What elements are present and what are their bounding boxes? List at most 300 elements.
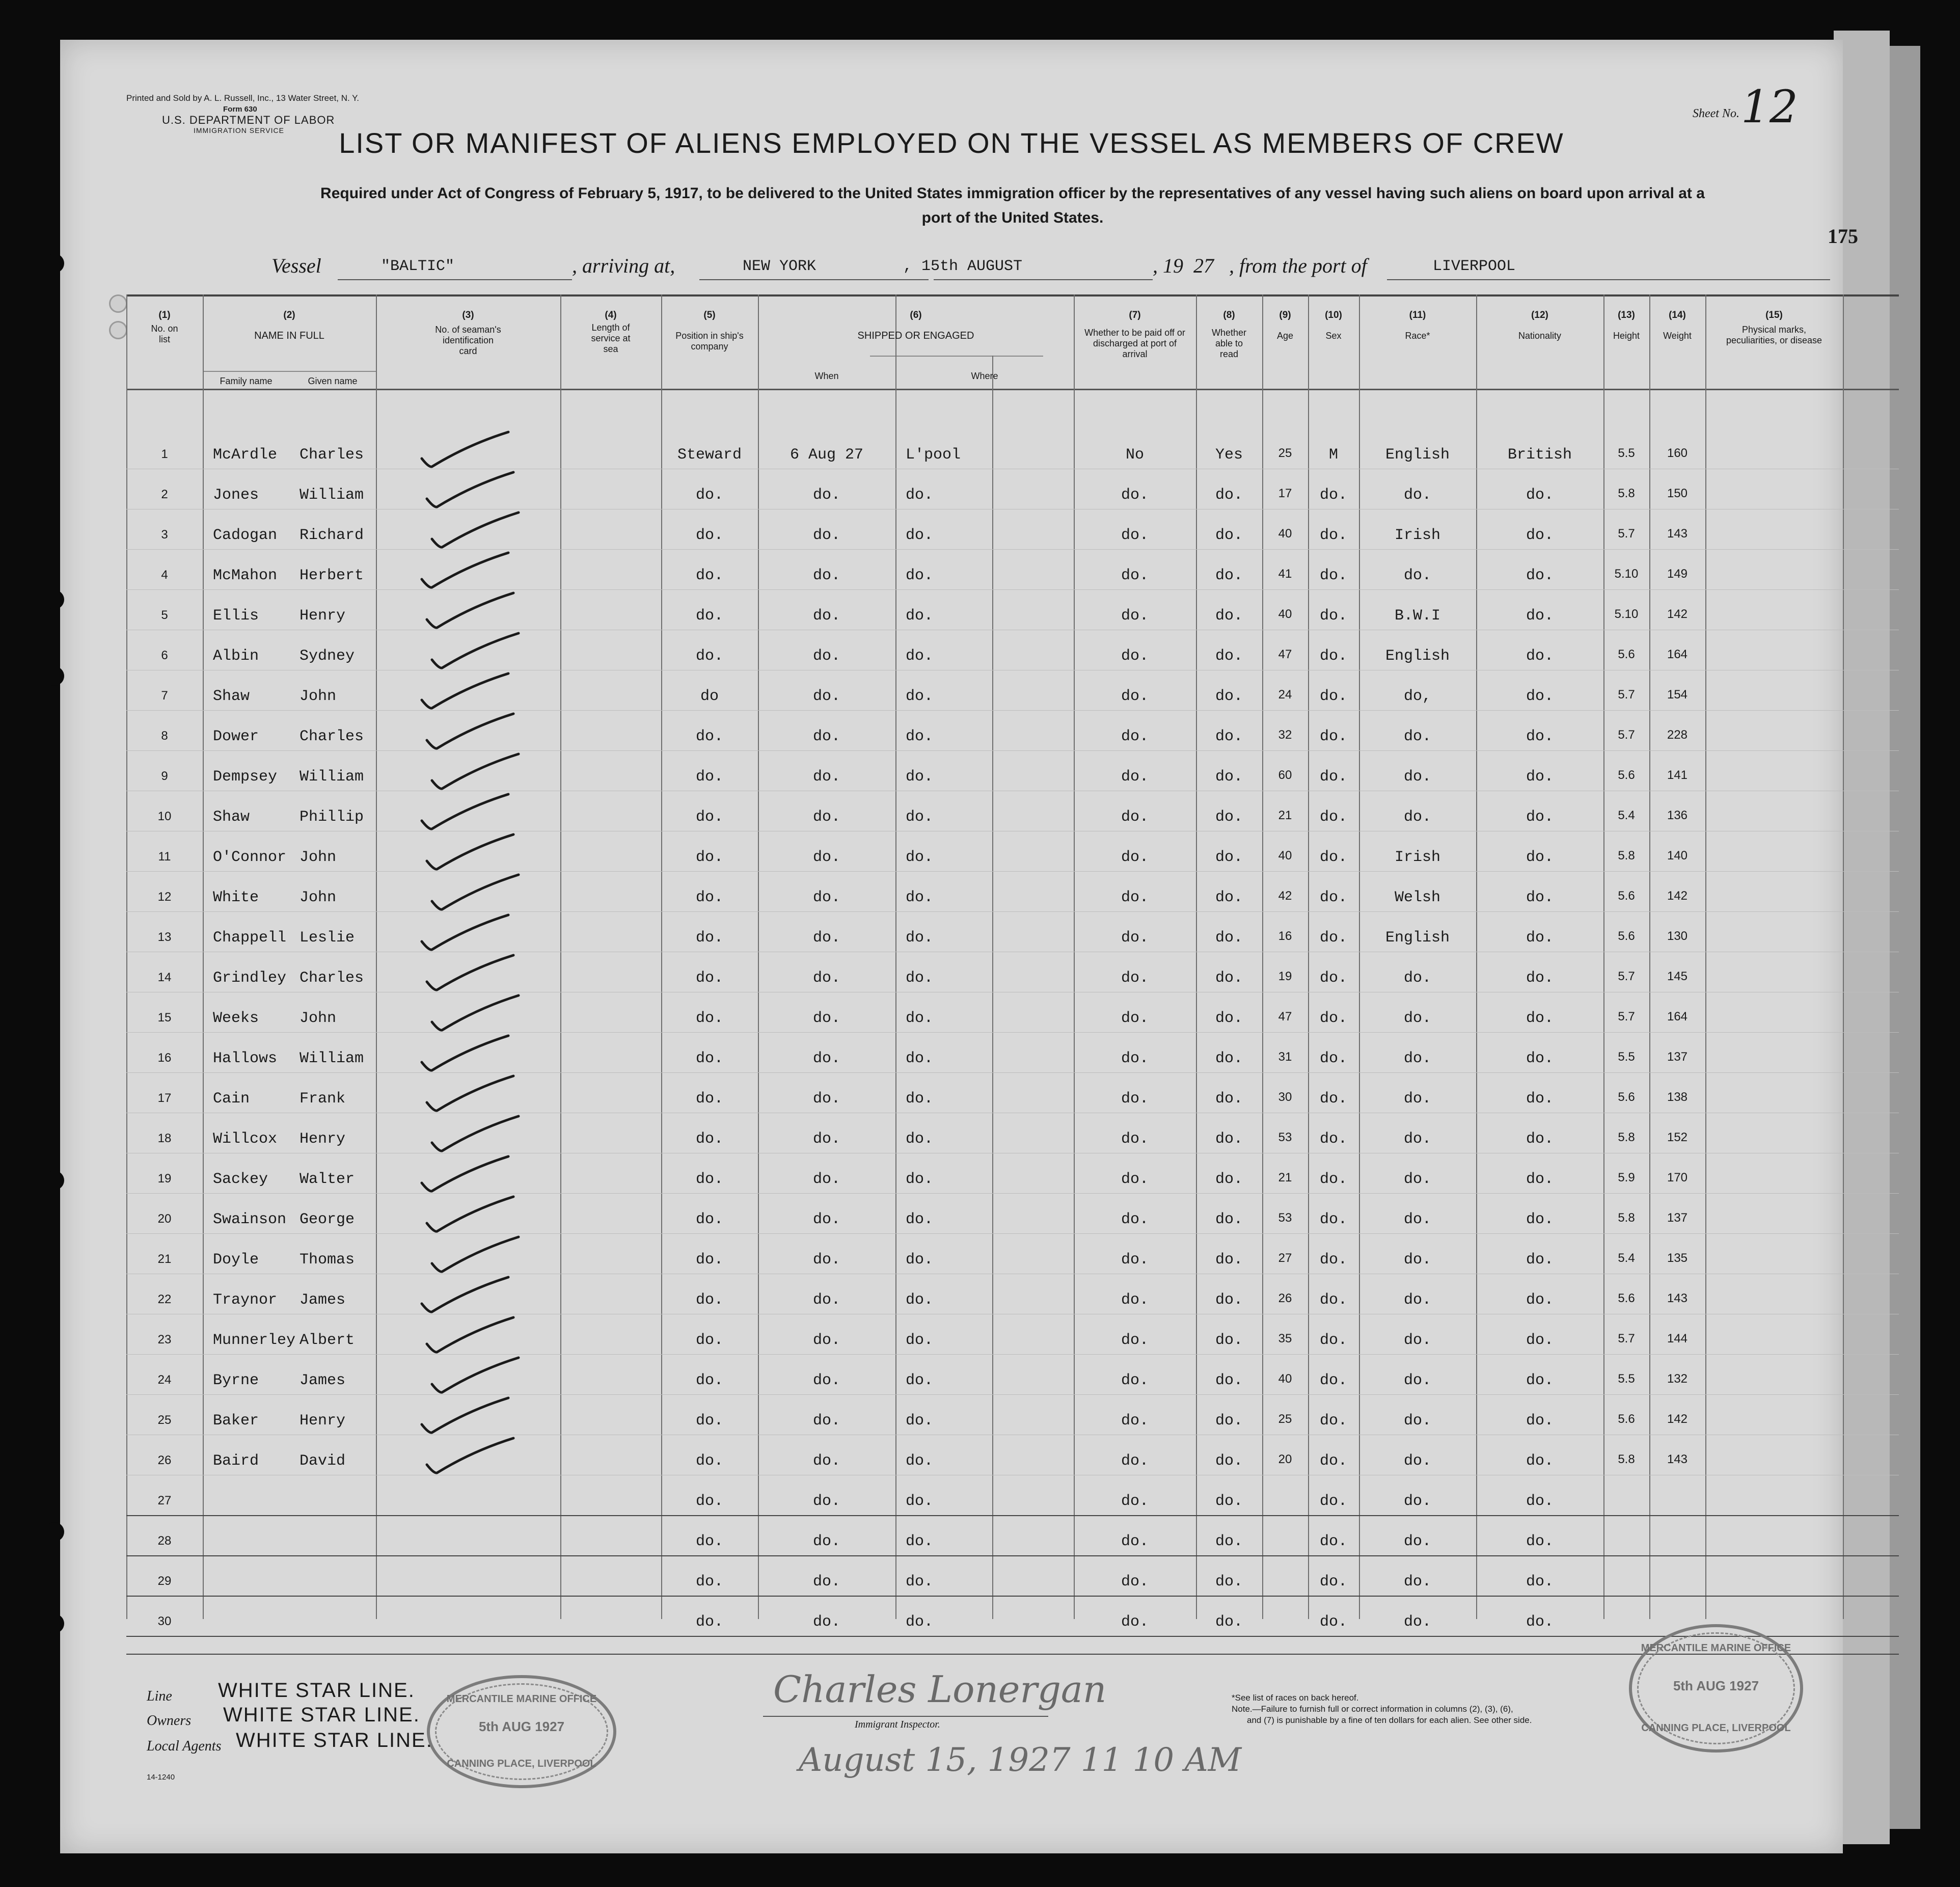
cell-sex: do. xyxy=(1319,1171,1347,1188)
cell-where: do. xyxy=(906,1291,934,1309)
cell-given: Charles xyxy=(300,969,364,987)
cell-where: do. xyxy=(906,1493,934,1510)
header-family-name: Family name xyxy=(220,376,273,386)
cell-given: Albert xyxy=(300,1332,355,1349)
service-label: IMMIGRATION SERVICE xyxy=(194,126,284,134)
cell-given: James xyxy=(300,1372,346,1389)
cell-paid: do. xyxy=(1121,728,1149,745)
cell-w: 160 xyxy=(1667,446,1688,460)
cell-age: 21 xyxy=(1278,1171,1292,1184)
cell-where: L'pool xyxy=(906,446,961,464)
cell-w: 143 xyxy=(1667,1291,1688,1305)
stamp-text: CANNING PLACE, LIVERPOOL xyxy=(1641,1722,1791,1734)
row-number: 27 xyxy=(157,1494,172,1507)
check-mark xyxy=(427,1197,513,1231)
cell-when: do. xyxy=(812,1533,840,1550)
cell-h: 5.4 xyxy=(1618,808,1635,822)
cell-family: O'Connor xyxy=(213,849,287,866)
cell-where: do. xyxy=(906,1412,934,1430)
cell-pos: do. xyxy=(695,607,723,625)
owners-value: WHITE STAR LINE. xyxy=(223,1704,420,1726)
cell-paid: do. xyxy=(1121,768,1149,786)
row-number: 6 xyxy=(161,649,168,662)
cell-given: John xyxy=(300,889,337,906)
cell-paid: do. xyxy=(1121,808,1149,826)
cell-sex: do. xyxy=(1319,929,1347,947)
check-mark xyxy=(427,593,513,628)
header-where: Where xyxy=(971,371,998,381)
cell-paid: do. xyxy=(1121,1372,1149,1389)
underline xyxy=(338,279,572,280)
cell-pos: do xyxy=(700,688,719,705)
column-label: Age xyxy=(1276,331,1294,341)
row-number: 3 xyxy=(161,528,168,542)
cell-age: 42 xyxy=(1278,889,1292,903)
cell-sex: do. xyxy=(1319,1533,1347,1550)
cell-h: 5.6 xyxy=(1618,889,1635,903)
cell-read: do. xyxy=(1215,1533,1243,1550)
cell-paid: do. xyxy=(1121,969,1149,987)
binder-hole xyxy=(109,321,127,339)
check-mark xyxy=(432,1116,519,1151)
arrival-port: NEW YORK xyxy=(743,258,816,275)
row-number: 18 xyxy=(157,1131,172,1145)
cell-where: do. xyxy=(906,1573,934,1591)
cell-h: 5.6 xyxy=(1618,1090,1635,1104)
cell-race: English xyxy=(1385,929,1450,947)
cell-where: do. xyxy=(906,728,934,745)
cell-race: do. xyxy=(1403,1130,1431,1148)
cell-when: do. xyxy=(812,648,840,665)
cell-pos: do. xyxy=(695,768,723,786)
cell-family: Dempsey xyxy=(213,768,278,786)
cell-age: 40 xyxy=(1278,849,1292,862)
cell-w: 142 xyxy=(1667,1412,1688,1426)
stamp-date: 5th AUG 1927 xyxy=(1673,1678,1759,1693)
cell-read: do. xyxy=(1215,1452,1243,1470)
sheet-number: 12 xyxy=(1741,80,1798,133)
cell-race: do. xyxy=(1403,1493,1431,1510)
cell-race: do, xyxy=(1403,688,1431,705)
cell-h: 5.7 xyxy=(1618,728,1635,742)
cell-family: Cadogan xyxy=(213,527,278,544)
cell-pos: do. xyxy=(695,1171,723,1188)
cell-when: do. xyxy=(812,1372,840,1389)
cell-age: 25 xyxy=(1278,1412,1292,1426)
cell-nat: do. xyxy=(1526,1291,1554,1309)
cell-h: 5.6 xyxy=(1618,1412,1635,1426)
column-label: Whether able to read xyxy=(1211,328,1247,359)
department-label: U.S. DEPARTMENT OF LABOR xyxy=(162,114,335,126)
cell-pos: do. xyxy=(695,648,723,665)
cell-h: 5.6 xyxy=(1618,648,1635,661)
cell-race: do. xyxy=(1403,567,1431,584)
cell-sex: do. xyxy=(1319,607,1347,625)
cell-pos: do. xyxy=(695,1493,723,1510)
cell-race: do. xyxy=(1403,1332,1431,1349)
cell-w: 142 xyxy=(1667,889,1688,903)
vessel-label: Vessel xyxy=(271,254,321,277)
cell-read: do. xyxy=(1215,728,1243,745)
cell-when: do. xyxy=(812,1171,840,1188)
cell-paid: do. xyxy=(1121,1050,1149,1067)
cell-race: do. xyxy=(1403,1533,1431,1550)
column-number: (5) xyxy=(703,310,716,320)
cell-when: do. xyxy=(812,1211,840,1228)
cell-h: 5.7 xyxy=(1618,688,1635,702)
arrival-year: 27 xyxy=(1193,254,1214,277)
cell-w: 144 xyxy=(1667,1332,1688,1345)
owners-label: Owners xyxy=(147,1713,192,1729)
cell-nat: do. xyxy=(1526,808,1554,826)
cell-given: Charles xyxy=(300,728,364,745)
cell-where: do. xyxy=(906,527,934,544)
column-label: Sex xyxy=(1325,331,1342,341)
binder-hole xyxy=(45,1171,64,1190)
cell-nat: do. xyxy=(1526,1452,1554,1470)
inspector-title: Immigrant Inspector. xyxy=(855,1719,940,1730)
cell-given: William xyxy=(300,1050,364,1067)
races-note: *See list of races on back hereof. xyxy=(1232,1693,1359,1703)
check-mark xyxy=(422,553,508,587)
cell-read: do. xyxy=(1215,1010,1243,1027)
cell-where: do. xyxy=(906,1613,934,1631)
cell-sex: do. xyxy=(1319,1452,1347,1470)
cell-family: Dower xyxy=(213,728,259,745)
cell-family: Swainson xyxy=(213,1211,287,1228)
cell-read: do. xyxy=(1215,1050,1243,1067)
cell-sex: do. xyxy=(1319,728,1347,745)
column-number: (7) xyxy=(1129,310,1141,320)
cell-paid: do. xyxy=(1121,1452,1149,1470)
check-mark xyxy=(432,513,519,547)
cell-h: 5.4 xyxy=(1618,1251,1635,1265)
cell-when: do. xyxy=(812,1613,840,1631)
column-label: Position in ship's company xyxy=(675,331,744,352)
cell-sex: do. xyxy=(1319,648,1347,665)
cell-age: 26 xyxy=(1278,1291,1292,1305)
check-mark xyxy=(432,754,519,789)
cell-paid: do. xyxy=(1121,1251,1149,1269)
cell-nat: do. xyxy=(1526,1010,1554,1027)
binder-hole xyxy=(45,590,64,609)
cell-given: Thomas xyxy=(300,1251,355,1269)
cell-nat: do. xyxy=(1526,607,1554,625)
cell-given: John xyxy=(300,688,337,705)
cell-where: do. xyxy=(906,1372,934,1389)
cell-when: do. xyxy=(812,1573,840,1591)
cell-nat: do. xyxy=(1526,1613,1554,1631)
cell-pos: do. xyxy=(695,1573,723,1591)
cell-race: do. xyxy=(1403,1251,1431,1269)
cell-when: do. xyxy=(812,929,840,947)
check-mark xyxy=(427,1317,513,1352)
column-number: (10) xyxy=(1325,310,1342,320)
cell-family: Jones xyxy=(213,487,259,504)
office-stamp xyxy=(1629,1624,1803,1753)
cell-age: 31 xyxy=(1278,1050,1292,1064)
cell-sex: do. xyxy=(1319,889,1347,906)
cell-nat: do. xyxy=(1526,849,1554,866)
cell-age: 41 xyxy=(1278,567,1292,581)
cell-w: 135 xyxy=(1667,1251,1688,1265)
check-mark xyxy=(427,472,513,507)
cell-given: John xyxy=(300,849,337,866)
row-number: 11 xyxy=(158,850,171,864)
cell-pos: do. xyxy=(695,889,723,906)
check-mark xyxy=(427,955,513,990)
cell-pos: do. xyxy=(695,1211,723,1228)
cell-family: Shaw xyxy=(213,688,250,705)
cell-h: 5.8 xyxy=(1618,1211,1635,1225)
cell-w: 141 xyxy=(1667,768,1688,782)
cell-given: George xyxy=(300,1211,355,1228)
check-mark xyxy=(432,633,519,668)
cell-when: do. xyxy=(812,567,840,584)
cell-nat: do. xyxy=(1526,728,1554,745)
check-mark xyxy=(427,1076,513,1111)
cell-paid: do. xyxy=(1121,929,1149,947)
cell-where: do. xyxy=(906,808,934,826)
cell-w: 152 xyxy=(1667,1130,1688,1144)
cell-nat: do. xyxy=(1526,1211,1554,1228)
cell-w: 136 xyxy=(1667,808,1688,822)
cell-family: Doyle xyxy=(213,1251,259,1269)
cell-age: 47 xyxy=(1278,648,1292,661)
cell-paid: do. xyxy=(1121,1130,1149,1148)
cell-race: B.W.I xyxy=(1394,607,1440,625)
row-number: 14 xyxy=(157,971,172,984)
row-number: 15 xyxy=(157,1011,172,1025)
cell-nat: do. xyxy=(1526,1412,1554,1430)
stamp-text: MERCANTILE MARINE OFFICE xyxy=(446,1693,597,1705)
vessel-name: "BALTIC" xyxy=(381,258,455,275)
cell-race: do. xyxy=(1403,1412,1431,1430)
cell-when: do. xyxy=(812,527,840,544)
cell-race: do. xyxy=(1403,1452,1431,1470)
cell-pos: do. xyxy=(695,527,723,544)
row-number: 5 xyxy=(161,608,168,622)
cell-sex: do. xyxy=(1319,567,1347,584)
row-number: 4 xyxy=(161,568,168,582)
cell-family: Cain xyxy=(213,1090,250,1108)
cell-nat: do. xyxy=(1526,889,1554,906)
cell-sex: do. xyxy=(1319,1010,1347,1027)
cell-nat: British xyxy=(1507,446,1572,464)
column-label: SHIPPED OR ENGAGED xyxy=(857,330,974,341)
cell-given: Richard xyxy=(300,527,364,544)
cell-sex: do. xyxy=(1319,768,1347,786)
document-subtitle xyxy=(254,181,1772,230)
cell-paid: do. xyxy=(1121,1010,1149,1027)
form-code: 14-1240 xyxy=(147,1773,175,1782)
cell-pos: do. xyxy=(695,1372,723,1389)
cell-given: Frank xyxy=(300,1090,346,1108)
cell-race: do. xyxy=(1403,1573,1431,1591)
cell-when: do. xyxy=(812,1332,840,1349)
cell-race: do. xyxy=(1403,768,1431,786)
cell-read: do. xyxy=(1215,527,1243,544)
cell-age: 25 xyxy=(1278,446,1292,460)
cell-race: Irish xyxy=(1394,849,1440,866)
column-label: Length of service at sea xyxy=(591,322,631,354)
cell-pos: do. xyxy=(695,728,723,745)
cell-race: do. xyxy=(1403,1613,1431,1631)
column-number: (6) xyxy=(910,310,922,320)
row-number: 21 xyxy=(157,1252,172,1266)
check-mark xyxy=(432,995,519,1030)
cell-family: Albin xyxy=(213,648,259,665)
cell-sex: do. xyxy=(1319,1573,1347,1591)
cell-age: 20 xyxy=(1278,1452,1292,1466)
cell-family: Hallows xyxy=(213,1050,278,1067)
cell-race: English xyxy=(1385,648,1450,665)
cell-read: do. xyxy=(1215,1613,1243,1631)
penalty-note: Note.—Failure to furnish full or correct information in columns (2), (3), (6), xyxy=(1232,1704,1513,1714)
cell-when: do. xyxy=(812,969,840,987)
cell-h: 5.8 xyxy=(1618,1452,1635,1466)
check-mark xyxy=(422,794,508,829)
cell-w: 132 xyxy=(1667,1372,1688,1386)
underline xyxy=(934,279,1153,280)
column-label: Physical marks, peculiarities, or disease xyxy=(1726,325,1822,345)
cell-nat: do. xyxy=(1526,1171,1554,1188)
cell-when: 6 Aug 27 xyxy=(790,446,864,464)
cell-h: 5.6 xyxy=(1618,1291,1635,1305)
cell-pos: do. xyxy=(695,1010,723,1027)
cell-age: 53 xyxy=(1278,1211,1292,1225)
cell-nat: do. xyxy=(1526,1533,1554,1550)
cell-paid: do. xyxy=(1121,1090,1149,1108)
cell-age: 24 xyxy=(1278,688,1292,702)
cell-h: 5.6 xyxy=(1618,768,1635,782)
cell-where: do. xyxy=(906,1130,934,1148)
check-mark xyxy=(422,1398,508,1433)
office-stamp xyxy=(427,1675,616,1788)
cell-h: 5.10 xyxy=(1614,607,1639,621)
cell-when: do. xyxy=(812,1130,840,1148)
cell-w: 137 xyxy=(1667,1050,1688,1064)
cell-where: do. xyxy=(906,1251,934,1269)
check-mark xyxy=(427,714,513,748)
cell-sex: do. xyxy=(1319,1372,1347,1389)
cell-pos: do. xyxy=(695,849,723,866)
row-number: 26 xyxy=(157,1453,172,1467)
cell-nat: do. xyxy=(1526,688,1554,705)
cell-sex: do. xyxy=(1319,1090,1347,1108)
cell-when: do. xyxy=(812,728,840,745)
cell-given: Leslie xyxy=(300,929,355,947)
row-number: 23 xyxy=(157,1333,172,1346)
cell-h: 5.5 xyxy=(1618,1050,1635,1064)
cell-where: do. xyxy=(906,768,934,786)
cell-family: Weeks xyxy=(213,1010,259,1027)
cell-w: 149 xyxy=(1667,567,1688,581)
cell-w: 164 xyxy=(1667,648,1688,661)
binder-hole xyxy=(45,254,64,273)
column-number: (13) xyxy=(1618,310,1635,320)
cell-paid: do. xyxy=(1121,1573,1149,1591)
cell-given: Sydney xyxy=(300,648,355,665)
cell-paid: do. xyxy=(1121,527,1149,544)
cell-age: 53 xyxy=(1278,1130,1292,1144)
underline xyxy=(1387,279,1830,280)
cell-nat: do. xyxy=(1526,1251,1554,1269)
cell-when: do. xyxy=(812,607,840,625)
cell-family: Baker xyxy=(213,1412,259,1430)
cell-given: Phillip xyxy=(300,808,364,826)
column-label: Whether to be paid off or discharged at port of arrival xyxy=(1084,328,1185,359)
cell-when: do. xyxy=(812,768,840,786)
row-number: 8 xyxy=(161,729,168,743)
cell-where: do. xyxy=(906,1452,934,1470)
page-reference: 175 xyxy=(1828,225,1858,248)
arrival-date: , 15th AUGUST xyxy=(903,258,1023,275)
cell-nat: do. xyxy=(1526,1493,1554,1510)
cell-read: do. xyxy=(1215,889,1243,906)
cell-given: Charles xyxy=(300,446,364,464)
cell-nat: do. xyxy=(1526,929,1554,947)
cell-nat: do. xyxy=(1526,487,1554,504)
cell-pos: do. xyxy=(695,1332,723,1349)
column-label: NAME IN FULL xyxy=(254,330,324,341)
handwritten-date: August 15, 1927 11 10 AM xyxy=(799,1741,1242,1779)
cell-race: do. xyxy=(1403,1050,1431,1067)
cell-read: do. xyxy=(1215,929,1243,947)
cell-sex: do. xyxy=(1319,1251,1347,1269)
row-number: 16 xyxy=(157,1051,172,1065)
cell-nat: do. xyxy=(1526,567,1554,584)
cell-when: do. xyxy=(812,1493,840,1510)
cell-race: English xyxy=(1385,446,1450,464)
stamp-date: 5th AUG 1927 xyxy=(478,1719,565,1734)
cell-read: do. xyxy=(1215,1291,1243,1309)
cell-paid: do. xyxy=(1121,889,1149,906)
column-number: (1) xyxy=(158,310,171,320)
cell-paid: do. xyxy=(1121,607,1149,625)
row-number: 24 xyxy=(157,1373,172,1387)
stamp-text: CANNING PLACE, LIVERPOOL xyxy=(447,1758,596,1769)
cell-race: do. xyxy=(1403,1171,1431,1188)
cell-sex: do. xyxy=(1319,527,1347,544)
cell-h: 5.9 xyxy=(1618,1171,1635,1184)
cell-when: do. xyxy=(812,1291,840,1309)
cell-h: 5.8 xyxy=(1618,1130,1635,1144)
cell-sex: M xyxy=(1328,446,1338,464)
cell-race: do. xyxy=(1403,969,1431,987)
row-number: 2 xyxy=(161,488,168,501)
row-number: 30 xyxy=(157,1614,172,1628)
printer-credit: Printed and Sold by A. L. Russell, Inc., 13 Water Street, N. Y. xyxy=(126,93,360,103)
check-mark xyxy=(422,1036,508,1070)
check-mark xyxy=(422,1277,508,1312)
cell-family: Sackey xyxy=(213,1171,268,1188)
cell-where: do. xyxy=(906,969,934,987)
cell-race: do. xyxy=(1403,487,1431,504)
cell-read: do. xyxy=(1215,1211,1243,1228)
cell-read: do. xyxy=(1215,607,1243,625)
cell-pos: do. xyxy=(695,1412,723,1430)
cell-sex: do. xyxy=(1319,1613,1347,1631)
cell-nat: do. xyxy=(1526,1332,1554,1349)
header-when: When xyxy=(814,371,839,381)
cell-paid: do. xyxy=(1121,487,1149,504)
manifest-sheet xyxy=(60,40,1858,1853)
cell-h: 5.7 xyxy=(1618,969,1635,983)
column-label: No. on list xyxy=(151,324,178,344)
cell-pos: do. xyxy=(695,567,723,584)
cell-w: 138 xyxy=(1667,1090,1688,1104)
